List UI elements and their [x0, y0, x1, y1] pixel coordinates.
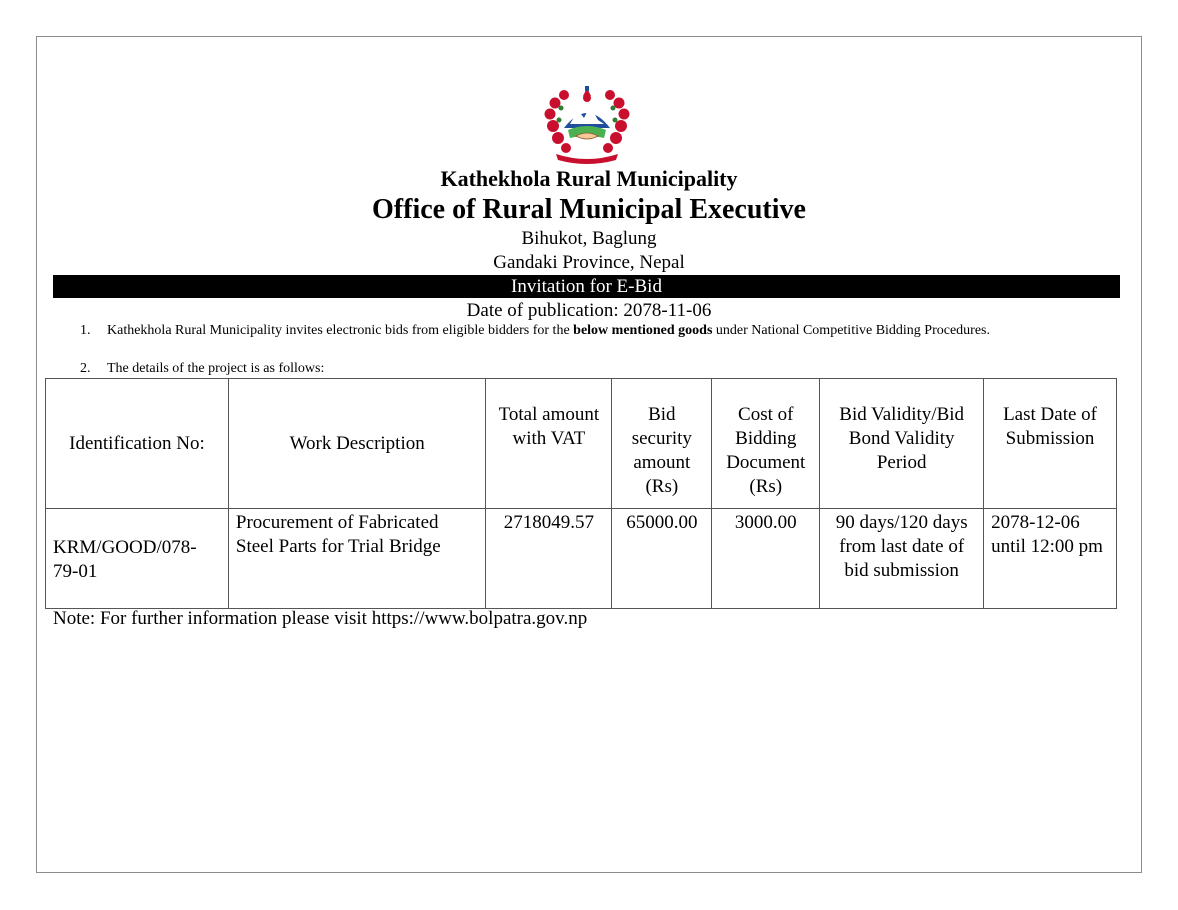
col-header-validity: Bid Validity/Bid Bond Validity Period — [820, 379, 984, 509]
col-header-description: Work Description — [228, 379, 486, 509]
publication-date: Date of publication: 2078-11-06 — [466, 300, 712, 321]
list-item-number: 1. — [80, 323, 91, 338]
list-item-text-end: under National Competitive Bidding Procedures. — [712, 323, 991, 338]
cell-last-date: 2078-12-06 until 12:00 pm — [984, 509, 1117, 609]
col-header-total: Total amount with VAT — [486, 379, 612, 509]
cell-identification: KRM/GOOD/078-79-01 — [46, 509, 229, 609]
address-line-1: Bihukot, Baglung — [521, 228, 657, 249]
table-row — [46, 509, 1117, 609]
cell-bid-security: 65000.00 — [612, 509, 712, 609]
list-item-text: The details of the project is as follows: — [107, 361, 325, 376]
cell-doc-cost: 3000.00 — [712, 509, 820, 609]
municipality-name: Kathekhola Rural Municipality — [440, 166, 738, 191]
list-item-text — [107, 322, 1067, 340]
table-header-row — [46, 379, 1117, 509]
cell-total: 2718049.57 — [486, 509, 612, 609]
nepal-emblem-icon — [540, 84, 634, 166]
col-header-bid-security: Bid security amount (Rs) — [612, 379, 712, 509]
bid-details-table — [45, 378, 1117, 609]
list-item-text-start: Kathekhola Rural Municipality invites electronic bids from eligible bidders for the — [107, 323, 574, 338]
col-header-doc-cost: Cost of Bidding Document (Rs) — [712, 379, 820, 509]
col-header-last-date: Last Date of Submission — [984, 379, 1117, 509]
address-line-2: Gandaki Province, Nepal — [493, 252, 685, 273]
cell-description: Procurement of Fabricated Steel Parts for Trial Bridge — [228, 509, 486, 609]
list-item-number: 2. — [80, 361, 91, 376]
list-item-text-bold: below mentioned goods — [573, 323, 713, 338]
office-title: Office of Rural Municipal Executive — [372, 194, 806, 225]
invitation-banner: Invitation for E-Bid — [53, 275, 1120, 298]
cell-validity: 90 days/120 days from last date of bid submission — [820, 509, 984, 609]
note-text: Note: For further information please visit https://www.bolpatra.gov.np — [53, 608, 588, 629]
col-header-identification: Identification No: — [46, 379, 229, 509]
